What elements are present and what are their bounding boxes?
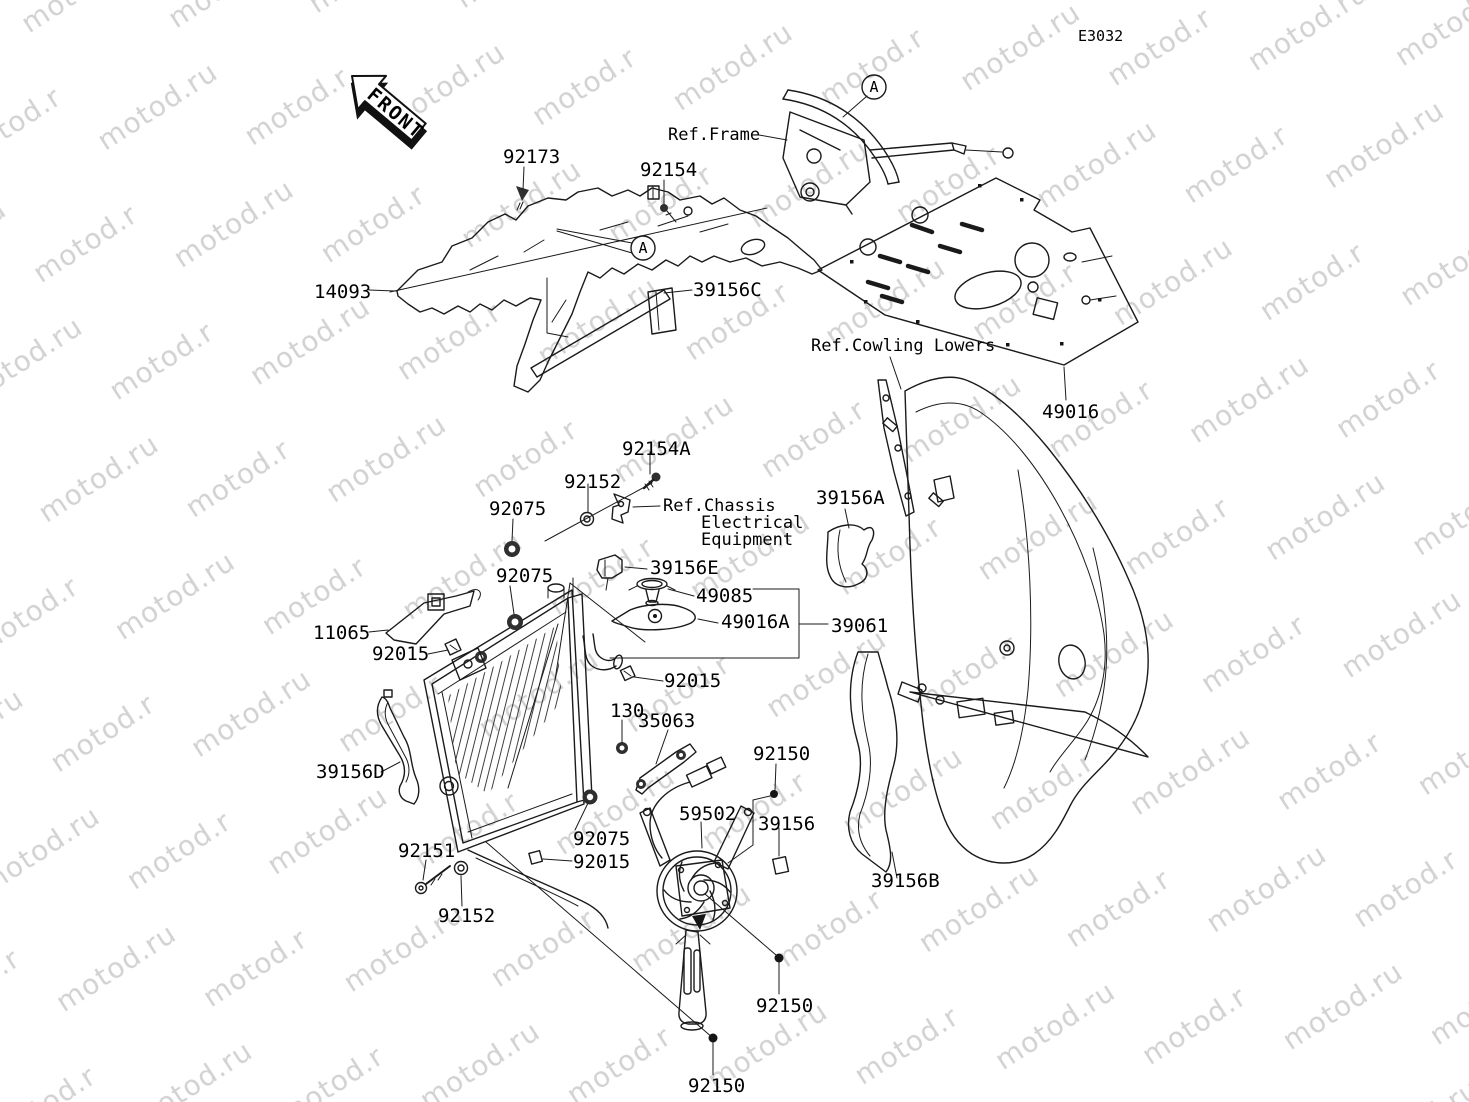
ref-label-chassis-2: Electrical: [701, 513, 804, 533]
part-label-59502: 59502: [679, 803, 737, 825]
part-label-39156d: 39156D: [316, 761, 385, 783]
part-label-39156c: 39156C: [693, 279, 762, 301]
front-arrow-label: FRONT: [362, 83, 429, 144]
part-label-92152-bottom: 92152: [438, 905, 496, 927]
detail-marker-a1-letter: A: [869, 78, 879, 96]
part-label-92150-lower: 92150: [756, 995, 814, 1017]
part-label-92075-1: 92075: [489, 498, 547, 520]
part-label-92150-bottom: 92150: [688, 1075, 746, 1097]
grommet-92075-2: [507, 614, 523, 630]
part-label-92015-left: 92015: [372, 643, 430, 665]
part-label-92015-right: 92015: [664, 670, 722, 692]
part-label-49085: 49085: [696, 585, 754, 607]
ref-label-chassis-1: Ref.Chassis: [663, 496, 776, 516]
part-label-92173: 92173: [503, 146, 561, 168]
part-label-92152-top: 92152: [564, 471, 622, 493]
ref-label-frame: Ref.Frame: [668, 125, 761, 145]
part-label-39061: 39061: [831, 615, 889, 637]
part-label-35063: 35063: [638, 710, 696, 732]
ref-label-chassis-3: Equipment: [701, 530, 794, 550]
part-label-49016a: 49016A: [721, 611, 790, 633]
ref-label-cowling-lowers: Ref.Cowling Lowers: [811, 336, 996, 356]
bolt-130: [616, 742, 628, 754]
part-label-92154a: 92154A: [622, 438, 691, 460]
part-label-92075-2: 92075: [496, 565, 554, 587]
detail-marker-a2-letter: A: [638, 239, 648, 257]
diagram-code: E3032: [1078, 27, 1124, 45]
part-label-92154: 92154: [640, 159, 698, 181]
part-label-92015-bottom: 92015: [573, 851, 631, 873]
part-label-92150-mid: 92150: [753, 743, 811, 765]
grommet-92075-1: [504, 541, 520, 557]
part-label-49016: 49016: [1042, 401, 1100, 423]
damper-92150-mid: [770, 790, 778, 798]
part-label-39156e: 39156E: [650, 557, 719, 579]
part-label-39156a: 39156A: [816, 487, 885, 509]
part-label-11065: 11065: [313, 622, 371, 644]
part-label-14093: 14093: [314, 281, 372, 303]
part-label-92151: 92151: [398, 840, 456, 862]
part-label-130: 130: [610, 700, 645, 722]
grommet-92075-bottom: [583, 790, 598, 805]
part-label-92075-bottom: 92075: [573, 828, 631, 850]
part-label-39156: 39156: [758, 813, 816, 835]
part-label-39156b: 39156B: [871, 870, 940, 892]
